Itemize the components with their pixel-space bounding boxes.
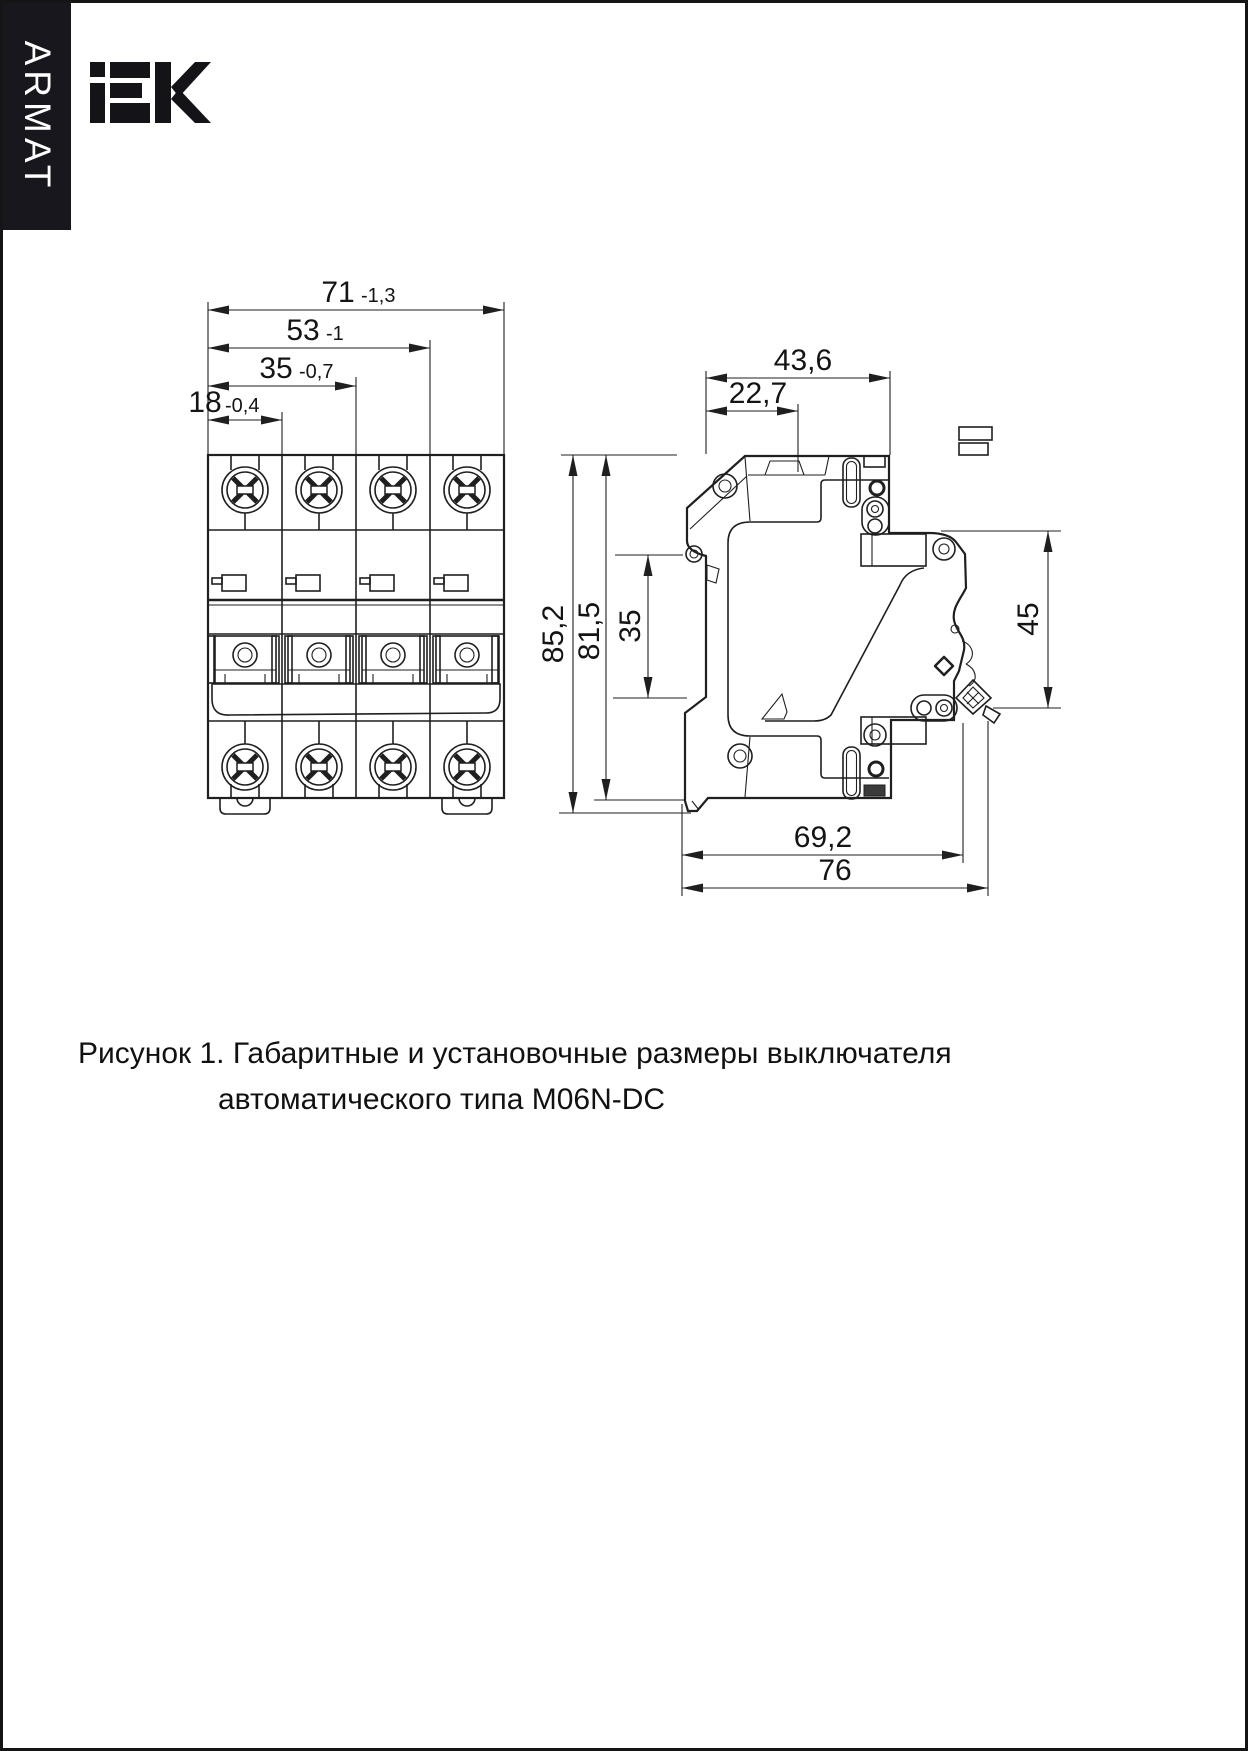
dim-71-tolerance: -1,3 — [361, 285, 396, 307]
front-dimensions — [188, 276, 504, 455]
dim-69-2-value: 69,2 — [793, 821, 853, 854]
dim-35 — [208, 352, 356, 391]
dim-18 — [188, 386, 282, 425]
dim-85-2 — [537, 455, 578, 813]
dim-45-value: 45 — [1012, 602, 1045, 636]
side-outline — [685, 456, 966, 811]
dim-85-2-value: 85,2 — [537, 604, 570, 664]
dim-18-tolerance: -0,4 — [225, 395, 260, 417]
dim-43-6-value: 43,6 — [773, 344, 833, 377]
figure-caption-line-1: Рисунок 1. Габаритные и установочные размеры выключателя — [78, 1037, 952, 1070]
brand-armat-text: ARMAT — [17, 40, 58, 193]
dim-71 — [208, 276, 504, 315]
dim-35-side — [614, 555, 653, 698]
dim-71-value: 71 — [321, 276, 355, 309]
dim-35-side-value: 35 — [614, 609, 647, 643]
dim-18-value: 18 — [188, 386, 222, 419]
dim-22-7-value: 22,7 — [728, 377, 788, 410]
dim-22-7 — [706, 377, 798, 416]
front-din-clips — [220, 798, 492, 814]
dim-53-tolerance: -1 — [326, 323, 344, 345]
figure-caption — [78, 1031, 978, 1123]
figure-caption-line-2: автоматического типа M06N-DC — [218, 1083, 666, 1116]
dim-81-5-value: 81,5 — [573, 601, 606, 661]
iek-logo — [90, 62, 211, 123]
front-view — [188, 276, 504, 814]
dim-35-tolerance: -0,7 — [299, 361, 334, 383]
dim-76-value: 76 — [818, 854, 852, 887]
dim-53 — [208, 314, 430, 353]
side-view — [537, 344, 1061, 896]
technical-drawing — [3, 3, 1248, 1751]
dim-81-5 — [573, 455, 611, 800]
dim-35-value: 35 — [259, 352, 293, 385]
dim-76 — [682, 854, 988, 893]
dim-45 — [1012, 531, 1053, 708]
dim-53-value: 53 — [286, 314, 320, 347]
